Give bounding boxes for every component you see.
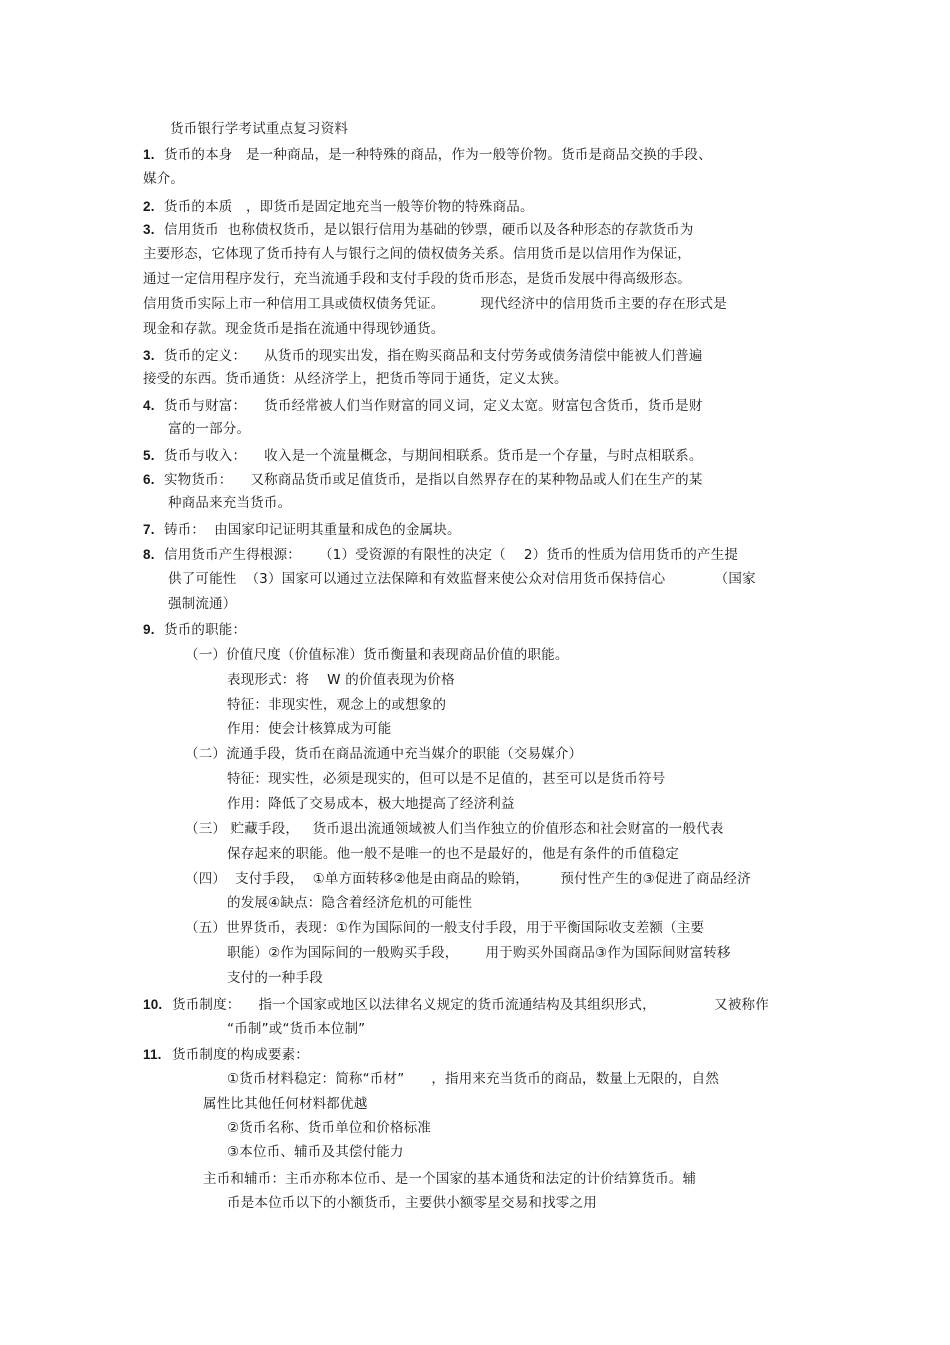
text-line: 货币制度的构成要素： bbox=[172, 1047, 309, 1063]
text-line: 支付的一种手段 bbox=[227, 970, 323, 986]
item-number: 3. bbox=[143, 222, 155, 237]
text-line: 实物货币： 又称商品货币或足值货币，是指以自然界存在的某种物品或人们在生产的某 bbox=[164, 472, 703, 488]
text-line: （四） 支付手段， ①单方面转移②他是由商品的赊销， 预付性产生的③促进了商品经济 bbox=[185, 871, 751, 887]
text-line: 货币与财富： 货币经常被人们当作财富的同义词，定义太宽。财富包含货币，货币是财 bbox=[164, 398, 703, 414]
item-number: 10. bbox=[143, 997, 163, 1012]
text-line: （二）流通手段，货币在商品流通中充当媒介的职能（交易媒介） bbox=[185, 746, 583, 762]
text-line: 职能）②作为国际间的一般购买手段， 用于购买外国商品③作为国际间财富转移 bbox=[227, 945, 731, 961]
text-line: 铸币： 由国家印记证明其重量和成色的金属块。 bbox=[164, 522, 461, 538]
text-line: 表现形式：将 W 的价值表现为价格 bbox=[227, 672, 455, 688]
text-line: 货币的本身 是一种商品，是一种特殊的商品，作为一般等价物。货币是商品交换的手段、 bbox=[164, 147, 712, 163]
text-line: 作用：使会计核算成为可能 bbox=[227, 721, 392, 737]
text-line: 主要形态，它体现了货币持有人与银行之间的债权债务关系。信用货币是以信用作为保证， bbox=[143, 246, 691, 262]
item-number: 5. bbox=[143, 448, 155, 463]
item-number: 6. bbox=[143, 472, 155, 487]
text-line: 种商品来充当货币。 bbox=[168, 495, 292, 511]
item-number: 7. bbox=[143, 522, 155, 537]
text-line: 接受的东西。货币通货：从经济学上，把货币等同于通货，定义太狭。 bbox=[143, 371, 568, 387]
text-line: 主币和辅币：主币亦称本位币、是一个国家的基本通货和法定的计价结算货币。辅 bbox=[203, 1171, 697, 1187]
text-line: 币是本位币以下的小额货币，主要供小额零星交易和找零之用 bbox=[227, 1195, 597, 1211]
text-line: 富的一部分。 bbox=[168, 421, 251, 437]
text-line: 属性比其他任何材料都优越 bbox=[203, 1096, 368, 1112]
text-line: ③本位币、辅币及其偿付能力 bbox=[227, 1144, 404, 1160]
text-line: 货币的定义： 从货币的现实出发，指在购买商品和支付劳务或债务清偿中能被人们普遍 bbox=[164, 348, 703, 364]
text-line: （五）世界货币，表现：①作为国际间的一般支付手段，用于平衡国际收支差额（主要 bbox=[185, 920, 705, 936]
text-line: 供了可能性 （3）国家可以通过立法保障和有效监督来使公众对信用货币保持信心 （国家 bbox=[168, 571, 756, 587]
item-number: 9. bbox=[143, 622, 155, 637]
text-line: 强制流通） bbox=[168, 596, 237, 612]
item-number: 4. bbox=[143, 398, 155, 413]
text-line: ①货币材料稳定：简称“币材” ，指用来充当货币的商品，数量上无限的，自然 bbox=[227, 1071, 720, 1087]
text-line: 信用货币实际上市一种信用工具或债权债务凭证。 现代经济中的信用货币主要的存在形式是 bbox=[143, 296, 727, 312]
text-line: 特征：现实性，必须是现实的，但可以是不足值的，甚至可以是货币符号 bbox=[227, 771, 666, 787]
text-line: （一）价值尺度（价值标准）货币衡量和表现商品价值的职能。 bbox=[185, 647, 569, 663]
item-number: 8. bbox=[143, 547, 155, 562]
text-line: 作用：降低了交易成本，极大地提高了经济利益 bbox=[227, 796, 515, 812]
text-line: 信用货币 也称债权货币，是以银行信用为基础的钞票，硬币以及各种形态的存款货币为 bbox=[164, 222, 694, 238]
text-line: 媒介。 bbox=[143, 171, 185, 187]
text-line: 货币与收入： 收入是一个流量概念，与期间相联系。货币是一个存量，与时点相联系。 bbox=[164, 448, 703, 464]
text-line: ②货币名称、货币单位和价格标准 bbox=[227, 1120, 432, 1136]
item-number: 11. bbox=[143, 1047, 162, 1062]
text-line: 货币的本质 ，即货币是固定地充当一般等价物的特殊商品。 bbox=[164, 199, 534, 215]
text-line: “币制”或“货币本位制” bbox=[227, 1021, 366, 1037]
text-line: 特征：非现实性，观念上的或想象的 bbox=[227, 697, 447, 713]
text-line: 的发展④缺点：隐含着经济危机的可能性 bbox=[227, 895, 473, 911]
text-line: 保存起来的职能。他一般不是唯一的也不是最好的，他是有条件的币值稳定 bbox=[227, 846, 680, 862]
item-number: 3. bbox=[143, 348, 155, 363]
document-title: 货币银行学考试重点复习资料 bbox=[170, 121, 349, 137]
item-number: 1. bbox=[143, 147, 155, 162]
text-line: 信用货币产生得根源： （1）受资源的有限性的决定（ 2）货币的性质为信用货币的产生提 bbox=[164, 547, 739, 563]
text-line: 货币制度： 指一个国家或地区以法律名义规定的货币流通结构及其组织形式， 又被称作 bbox=[172, 997, 769, 1013]
text-line: 货币的职能： bbox=[164, 622, 247, 638]
text-line: （三） 贮藏手段， 货币退出流通领域被人们当作独立的价值形态和社会财富的一般代表 bbox=[185, 821, 724, 837]
text-line: 现金和存款。现金货币是指在流通中得现钞通货。 bbox=[143, 321, 445, 337]
item-number: 2. bbox=[143, 199, 155, 214]
text-line: 通过一定信用程序发行，充当流通手段和支付手段的货币形态，是货币发展中得高级形态。 bbox=[143, 271, 691, 287]
